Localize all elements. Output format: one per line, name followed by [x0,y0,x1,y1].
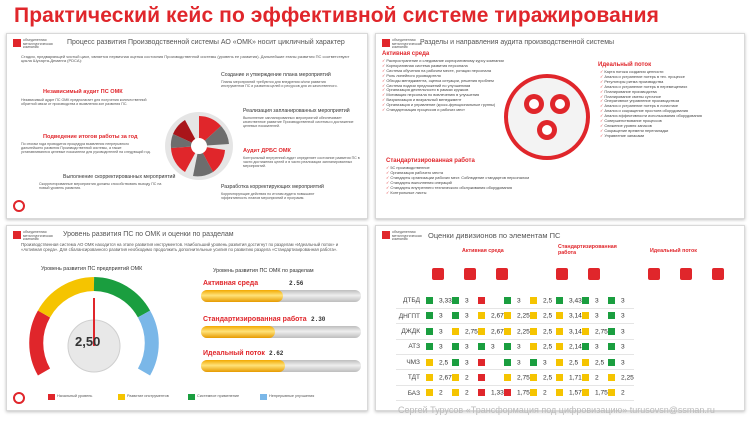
score-cell [504,324,530,339]
score-cell [452,385,478,400]
slide-audit-sections[interactable] [375,33,745,219]
sections-circles-icon [504,74,590,160]
list-item: ✓ Корпоративная система развития персонала [382,64,512,69]
list-item: ✓ Обходы менеджмента, оценка ситуации, решения проблем [382,79,512,84]
score-value: 3 [439,343,443,351]
score-color-box [426,343,433,350]
score-color-box [582,343,589,350]
score-value: 2,5 [543,297,553,305]
score-cell [530,370,556,385]
score-color-box [582,359,589,366]
score-cell [582,324,608,339]
score-value: 3 [621,343,625,351]
score-value: 3 [465,297,469,305]
score-cell [608,370,634,385]
score-color-box [530,328,537,335]
score-color-box [608,359,615,366]
table-row [396,308,634,323]
division-name: АТЗ [396,339,426,354]
division-name: ДЖДК [396,324,426,339]
bar-label: Активная среда [203,280,259,287]
score-value: 1,75 [517,389,530,397]
score-cell [504,339,530,354]
column-icons [426,264,736,290]
score-color-box [478,374,485,381]
score-color-box [452,389,459,396]
score-cell [582,293,608,308]
score-cell [530,293,556,308]
score-color-box [556,328,563,335]
score-value: 3 [491,343,495,351]
bar-value: 2.30 [311,316,326,323]
score-color-box [426,359,433,366]
gauge-value: 2,50 [75,334,101,349]
omk-logo: объединенная металлургическая компания [13,39,43,49]
omk-logo: объединенная металлургическая компания [382,231,412,241]
legend-swatch [260,394,267,400]
score-color-box [582,328,589,335]
score-cell [426,293,452,308]
table-row [396,385,634,400]
bar-label: Идеальный поток [203,350,265,357]
score-color-box [504,374,511,381]
score-value: 3 [621,297,625,305]
step-desc: Корректирующие действия по итогам аудита повышают эффективность планов мероприятий и программ. [221,192,315,201]
score-value: 2,5 [439,358,449,366]
score-color-box [608,328,615,335]
score-value: 1,75 [595,389,608,397]
score-color-box [452,343,459,350]
score-cell [608,308,634,323]
slide-title: Разделы и направления аудита производственной системы [420,39,615,46]
step-desc: Выполнение запланированных мероприятий обеспечивает качественное развитие Производственной системы и достижение целевых показателей. [243,116,354,129]
score-color-box [478,328,485,335]
score-color-box [504,328,511,335]
slide-intro: Производственная система АО ОМК находится на этапе развития инструментов. Наибольший уровень развития достигнут по разделам «Идеальный поток» и «Активная среда». Для сбалансированного развития необходимо продолжить дополнительные усилия по развитию раздела «Стандартизированная работа». [21,242,339,253]
score-color-box [582,297,589,304]
list-item: ✓ Визуализация и визуальный менеджмент [382,98,512,103]
section-title-standard: Стандартизированная работа [386,158,475,164]
list-item: ✓ Стандарты организации рабочих мест. Соблюдение стандартов персоналом [386,176,596,181]
score-cell [582,385,608,400]
score-color-box [426,374,433,381]
score-cell [582,370,608,385]
score-value: 3,14 [569,312,582,320]
score-color-box [556,389,563,396]
table-row [396,339,634,354]
legend-item: Начальный уровень [57,394,92,398]
score-color-box [608,312,615,319]
score-value: 2,75 [595,328,608,336]
list-item: ✓ Контрольные листы [386,191,596,196]
score-cell [556,370,582,385]
list-item: ✓ Анализ эффективности использования оборудования [600,114,742,119]
score-value: 2 [465,389,469,397]
score-value: 3,33 [439,297,452,305]
score-value: 2,5 [543,343,553,351]
score-color-box [608,297,615,304]
slide-development-level[interactable] [6,225,368,411]
score-cell [478,355,504,370]
score-cell [530,324,556,339]
score-cell [452,308,478,323]
score-color-box [452,359,459,366]
legend-item: Системное применение [197,394,239,398]
progress-bar [201,360,361,372]
slide-title: Уровень развития ПС по ОМК и оценки по разделам [63,231,234,238]
score-color-box [530,312,537,319]
step-title: Создание и утверждение плана мероприятий [221,72,331,78]
slide-title: Оценки дивизионов по элементам ПС [428,231,561,240]
table-row [396,293,634,308]
step-title: Аудит ДРБС ОМК [243,148,291,154]
omk-logo: объединенная металлургическая компания [13,231,43,241]
score-color-box [556,312,563,319]
legend-item: Непрерывные улучшения [269,394,314,398]
score-value: 3 [595,297,599,305]
score-color-box [426,328,433,335]
score-color-box [556,297,563,304]
score-cell [478,324,504,339]
step-title: Разработка корректирующих мероприятий [221,184,324,190]
cycle-wheel-icon [163,110,235,182]
division-name: ДНГПТ [396,308,426,323]
score-value: 2,25 [517,312,530,320]
score-cell [608,339,634,354]
list-item: ✓ Стандартизация процессов и рабочих мест [382,108,512,113]
score-value: 1,33 [491,389,504,397]
score-color-box [478,343,485,350]
division-name: БАЗ [396,385,426,400]
score-cell [452,293,478,308]
step-desc: Планы мероприятий требуются для внедрения и/или развития инструментов ПС и развития целей и ресурсов для их качественного. [221,80,338,89]
bar-value: 2.62 [269,350,284,357]
score-cell [556,385,582,400]
score-value: 2,25 [517,328,530,336]
progress-bar [201,326,361,338]
score-value: 2,75 [465,328,478,336]
score-value: 3 [621,358,625,366]
bar-label: Стандартизированная работа [203,316,307,323]
standard-list [386,166,596,195]
table-row [396,355,634,370]
list-item: ✓ Стандарты внутреннего технического обслуживания оборудования [386,186,596,191]
list-item: ✓ 5С производственное [386,166,596,171]
legend-swatch [48,394,55,400]
score-value: 2,5 [595,358,605,366]
bar-value: 2.56 [289,280,304,287]
table-row [396,370,634,385]
score-cell [530,308,556,323]
list-item: ✓ Анализ и устранение потерь в логистике [600,104,742,109]
group-header: Активная среда [462,248,504,254]
score-color-box [608,389,615,396]
score-cell [426,370,452,385]
score-value: 2,67 [491,328,504,336]
score-cell [426,339,452,354]
score-cell [426,355,452,370]
legend-swatch [188,394,195,400]
omk-round-logo [13,200,25,212]
score-cell [608,355,634,370]
section-title-active: Активная среда [382,51,430,57]
score-cell [478,370,504,385]
list-item: ✓ Роль линейного руководителя [382,74,512,79]
step-title: Выполнение скорректированных мероприятий [63,174,176,180]
list-item: ✓ Оперативное управление производством [600,99,742,104]
score-cell [452,355,478,370]
legend-item: Развитие инструментов [127,394,169,398]
list-item: ✓ Стандарты выполнения операций [386,181,596,186]
score-color-box [452,328,459,335]
score-color-box [582,389,589,396]
list-item: ✓ Система подачи предложений по улучшениям [382,84,512,89]
list-item: ✓ Регуляторы ритма производства [600,80,742,85]
list-item: ✓ Мотивация персонала по вовлечению в улучшения [382,93,512,98]
list-item: ✓ Планирование производства [600,90,742,95]
score-color-box [504,343,511,350]
score-value: 3,43 [569,297,582,305]
score-value: 2,5 [543,312,553,320]
score-cell [582,355,608,370]
step-desc: По итогам года проводится процедура выявления непрерывного дальнейшего развития Производственной системы, а также устанавливаются целевые показатели для руководителей на следующий год. [21,142,151,155]
score-cell [556,293,582,308]
score-color-box [478,297,485,304]
list-item: ✓ Анализ и устранение потерь в тех. процессе [600,75,742,80]
score-color-box [504,359,511,366]
author-footer: Сергей Турусов «Трансформация под цифровизацию» turusovsn@ssman.ru [398,405,715,415]
omk-round-logo [13,392,25,404]
list-item: ✓ Организация рабочего места [386,171,596,176]
omk-logo: объединенная металлургическая компания [382,39,412,49]
score-value: 2,5 [569,358,579,366]
group-header: Идеальный поток [650,248,697,254]
score-value: 3 [439,328,443,336]
score-value: 3 [517,297,521,305]
score-color-box [556,359,563,366]
score-cell [608,324,634,339]
active-list [382,59,512,113]
score-value: 3 [621,328,625,336]
list-item: ✓ Организация и управление (кросс-функциональные группы) [382,103,512,108]
score-cell [452,339,478,354]
list-item: ✓ Система обучения на рабочем месте, ротации персонала [382,69,512,74]
score-value: 2 [621,389,625,397]
score-cell [582,308,608,323]
slide-division-scores[interactable] [375,225,745,411]
slide-process-cycle[interactable] [6,33,368,219]
score-value: 3 [517,358,521,366]
score-color-box [556,343,563,350]
list-item: ✓ Управление запасами [600,134,742,139]
score-value: 3 [595,312,599,320]
division-score-table [396,293,634,401]
score-value: 3 [465,343,469,351]
score-cell [478,385,504,400]
score-color-box [504,297,511,304]
score-value: 3 [621,312,625,320]
score-cell [504,385,530,400]
step-title: Реализация запланированных мероприятий [243,108,350,114]
score-cell [478,339,504,354]
score-cell [556,355,582,370]
score-value: 2 [439,389,443,397]
score-cell [504,370,530,385]
list-item: ✓ Карта потока создания ценности [600,70,742,75]
bars-title: Уровень развития ПС ОМК по разделам [213,268,314,274]
score-value: 3 [465,312,469,320]
score-value: 2,14 [569,343,582,351]
score-color-box [478,389,485,396]
score-value: 2 [465,374,469,382]
score-value: 2,67 [439,374,452,382]
score-color-box [530,343,537,350]
list-item: ✓ Сокращение времени переналадки [600,129,742,134]
score-cell [556,308,582,323]
score-cell [530,339,556,354]
score-color-box [530,374,537,381]
score-cell [582,339,608,354]
score-cell [452,324,478,339]
score-value: 2,5 [543,328,553,336]
score-cell [504,308,530,323]
division-name: ЧМЗ [396,355,426,370]
score-value: 3 [595,343,599,351]
slide-title: Процесс развития Производственной системы АО «ОМК» носит цикличный характер [67,39,345,46]
score-color-box [556,374,563,381]
score-cell [530,385,556,400]
list-item: ✓ Организация деятельности в рамках кружков [382,88,512,93]
score-color-box [582,374,589,381]
list-item: ✓ Планирование смены суточное [600,95,742,100]
list-item: ✓ Анализ и сокращение простоев оборудования [600,109,742,114]
score-color-box [478,312,485,319]
score-value: 3 [439,312,443,320]
step-title: Независимый аудит ПС ОМК [43,89,123,95]
slide-intro: Стадия, предваряющей чистый цикл, является первичная оценка состояния Производственной системы (уровень ее развития). Дальнейшие этапы развития ПС соответствуют цикла Шухарта-Деминга (PDCA): [21,54,350,64]
step-desc: Скорректированные мероприятия должны способствовать выходу ПС на новый уровень развития. [39,182,162,191]
gauge-title: Уровень развития ПС предприятий ОМК [41,266,143,272]
list-item: ✓ Снижение уровня запасов [600,124,742,129]
list-item: ✓ Совершенствование процессов [600,119,742,124]
score-value: 2,75 [517,374,530,382]
step-desc: Контрольный внутренний аудит определяет состояние развития ПС в части достижения целей и в части реализации запланированных мероприятий. [243,156,360,169]
score-color-box [530,297,537,304]
score-color-box [608,343,615,350]
score-cell [504,293,530,308]
score-color-box [478,359,485,366]
division-name: ТДТ [396,370,426,385]
score-cell [556,339,582,354]
score-cell [426,308,452,323]
score-color-box [452,312,459,319]
score-value: 1,71 [569,374,582,382]
table-row [396,324,634,339]
score-cell [504,355,530,370]
step-desc: Независимый аудит ПС ОМК предполагает для получения количественной обратной связи от производства и выявления зон развития ПС. [21,98,147,107]
score-value: 3 [517,343,521,351]
ideal-list [600,70,742,139]
score-color-box [530,359,537,366]
score-cell [608,293,634,308]
score-color-box [504,312,511,319]
score-cell [530,355,556,370]
page-title: Практический кейс по эффективной системе тиражирования [14,4,660,27]
step-title: Подведение итогов работы за год [43,134,138,140]
score-color-box [582,312,589,319]
score-color-box [452,374,459,381]
score-value: 3,14 [569,328,582,336]
score-value: 3 [465,358,469,366]
score-cell [452,370,478,385]
score-cell [556,324,582,339]
score-cell [478,293,504,308]
score-color-box [426,297,433,304]
score-color-box [426,389,433,396]
score-value: 2 [543,389,547,397]
division-name: ДТБД [396,293,426,308]
score-color-box [530,389,537,396]
section-title-ideal: Идеальный поток [598,62,652,68]
group-header: Стандартизированная работа [558,244,617,256]
score-value: 2 [595,374,599,382]
score-cell [426,324,452,339]
score-color-box [504,389,511,396]
list-item: ✓ Анализ и устранение потерь в перемещениях [600,85,742,90]
score-cell [608,385,634,400]
score-cell [478,308,504,323]
score-color-box [452,297,459,304]
score-value: 3 [543,358,547,366]
score-value: 2,5 [543,374,553,382]
score-color-box [426,312,433,319]
score-color-box [608,374,615,381]
score-cell [426,385,452,400]
progress-bar [201,290,361,302]
legend-swatch [118,394,125,400]
score-value: 1,57 [569,389,582,397]
score-value: 2,67 [491,312,504,320]
list-item: ✓ Распространение и следование корпоративному курсу компании [382,59,512,64]
score-value: 2,25 [621,374,634,382]
